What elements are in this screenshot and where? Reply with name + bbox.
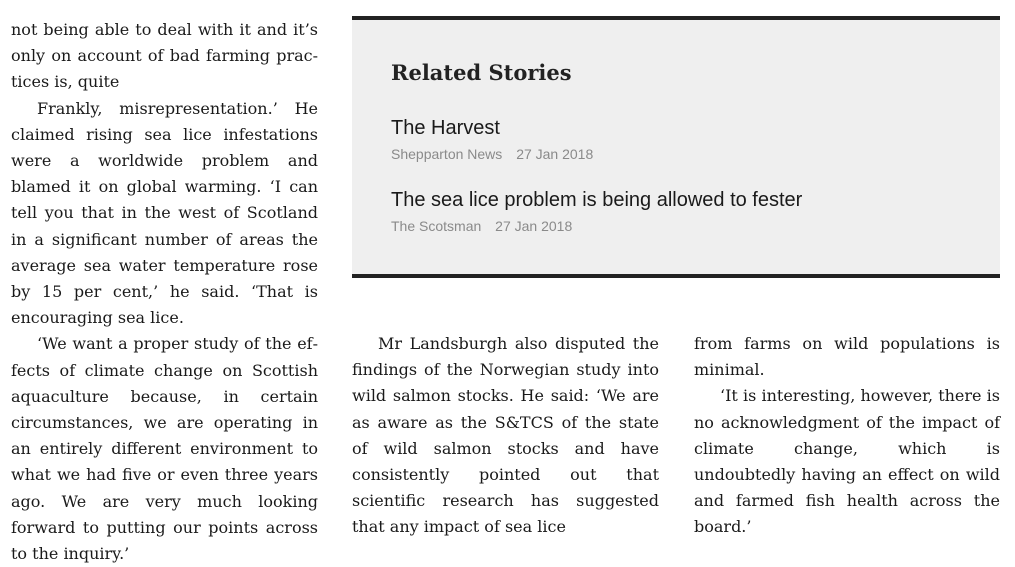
story-date: 27 Jan 2018 — [495, 218, 573, 234]
related-stories-box — [352, 16, 1000, 278]
related-story[interactable] — [391, 117, 593, 162]
story-source: Shepparton News — [391, 146, 503, 162]
paragraph: ‘We want a proper study of the effects of climate change on Scottish aquaculture because, in certain circumstances, we are operating in an entirely different environment to what we had five or even three years ago. We are very much looking forward to putting our points across to the inquiry.’ — [11, 334, 318, 564]
paragraph: not being able to deal with it and it’s only on account of bad farming practices is, quite — [11, 20, 318, 92]
story-source: The Scotsman — [391, 218, 482, 234]
paragraph: ‘It is interesting, however, there is no acknowledgment of the impact of climate change, which is undoubtedly having an effect on wild and farmed fish health across the board.’ — [694, 386, 1000, 537]
article-column-left — [11, 17, 318, 567]
story-meta — [391, 218, 802, 234]
paragraph: Mr Landsburgh also disputed the findings of the Norwegian study into wild salmon stocks. He said: ‘We are as aware as the S&TCS of the state of wild salmon stocks and have consistently pointed out that scientific research has suggested that any impact of sea lice — [352, 334, 659, 537]
paragraph: from farms on wild populations is minimal. — [694, 334, 1000, 380]
article-column-right — [694, 331, 1000, 541]
related-story[interactable] — [391, 189, 802, 234]
story-headline-link[interactable]: The sea lice problem is being allowed to fester — [391, 189, 803, 211]
story-headline-link[interactable]: The Harvest — [391, 117, 500, 139]
story-meta — [391, 146, 593, 162]
related-stories-title: Related Stories — [391, 60, 572, 85]
article-column-middle — [352, 331, 659, 541]
paragraph: Frankly, misrepresentation.’ He claimed rising sea lice infestations were a worldwide problem and blamed it on global warming. ‘I can tell you that in the west of Scotland in a significant number of areas the average sea water temperature rose by 15 per cent,’ he said. ‘That is encouraging sea lice. — [11, 98, 318, 328]
story-date: 27 Jan 2018 — [516, 146, 594, 162]
